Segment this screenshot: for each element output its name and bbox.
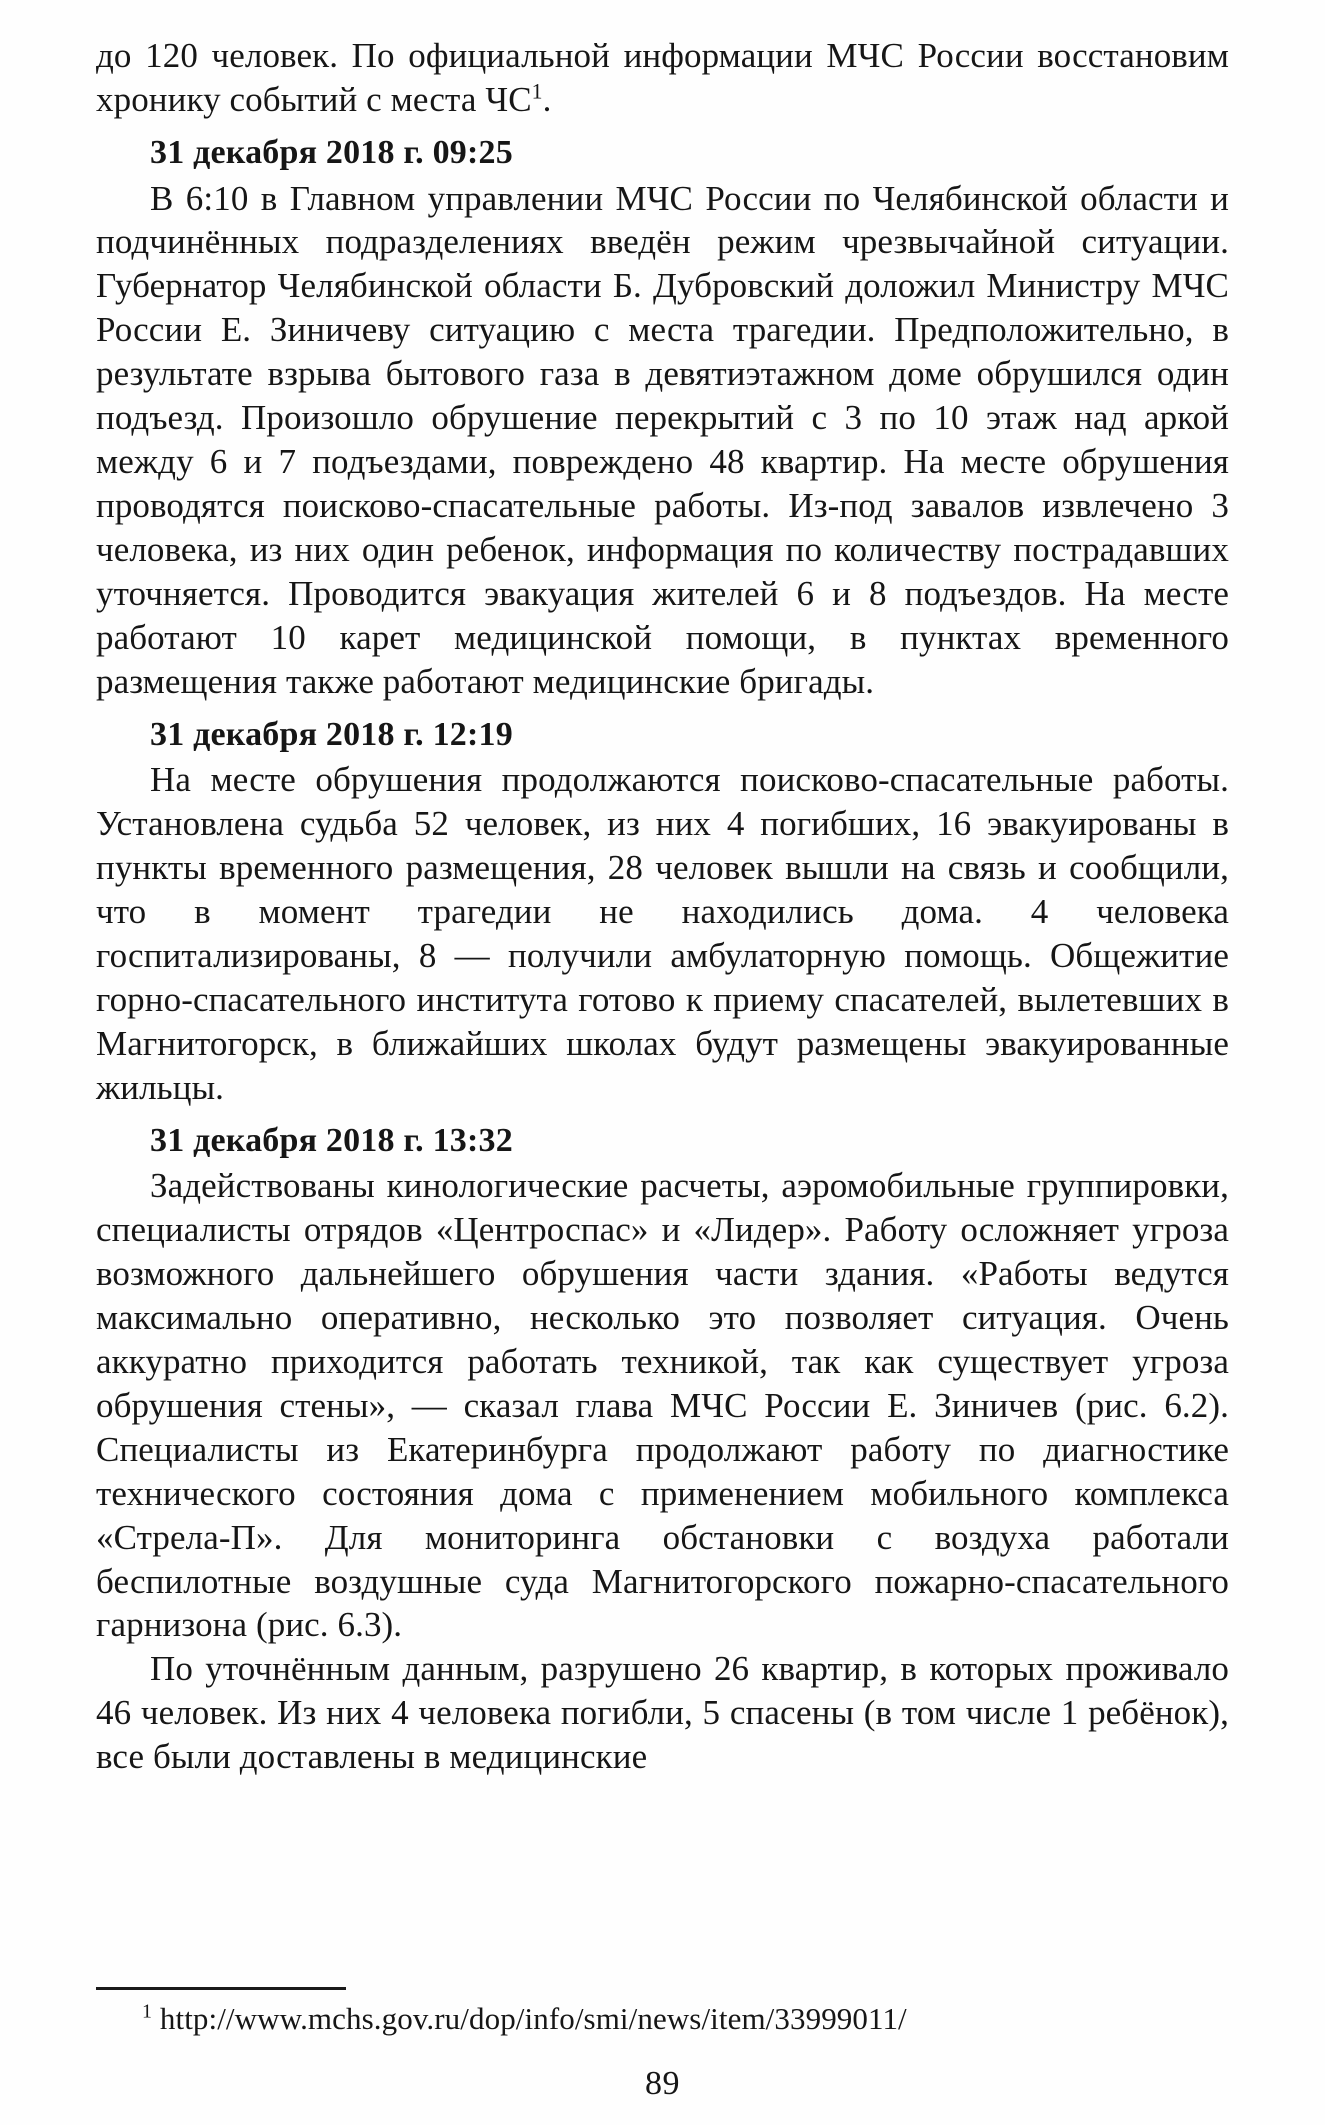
section-heading-2: 31 декабря 2018 г. 12:19 xyxy=(150,715,513,753)
footnote-entry xyxy=(96,2000,1229,2037)
section-paragraph-2-1: На месте обрушения продолжаются поисково-спасательные работы. Установлена судьба 52 человек, из них 4 погибших, 16 эвакуированы в пункты временного размещения, 28 человек вышли на связь и сообщили, что в момент трагедии не находились дома. 4 человека госпитализированы, 8 — получили амбулаторную помощь. Общежитие горно-спасательного института готово к приему спасателей, вылетевших в Магнитогорск, в ближайших школах будут размещены эвакуированные жильцы. xyxy=(96,760,1229,1107)
continuation-paragraph xyxy=(96,34,1229,122)
continuation-text: до 120 человек. По официальной информации МЧС России восстановим хронику событий с места ЧС xyxy=(96,36,1229,119)
section-heading-1: 31 декабря 2018 г. 09:25 xyxy=(150,133,513,171)
footnote-area xyxy=(96,1987,1229,2037)
footnote-reference-marker: 1 xyxy=(531,79,543,104)
continuation-tail: . xyxy=(542,79,552,119)
page-number: 89 xyxy=(645,2065,680,2102)
section-paragraph-3-2: По уточнённым данным, разрушено 26 квартир, в которых проживало 46 человек. Из них 4 человека погибли, 5 спасены (в том числе 1 ребёнок), все были доставлены в медицинские xyxy=(96,1649,1229,1777)
chronicle-section xyxy=(96,714,1229,1110)
section-heading-3: 31 декабря 2018 г. 13:32 xyxy=(150,1121,513,1159)
chronicle-section xyxy=(96,1120,1229,1780)
footnote-number: 1 xyxy=(142,2000,153,2023)
footnote-url: http://www.mchs.gov.ru/dop/info/smi/news/item/33999011/ xyxy=(159,2000,907,2036)
section-paragraph-1-1: В 6:10 в Главном управлении МЧС России по Челябинской области и подчинённых подразделениях введён режим чрезвычайной ситуации. Губернатор Челябинской области Б. Дубровский доложил Министру МЧС России Е. Зиничеву ситуацию с места трагедии. Предположительно, в результате взрыва бытового газа в девятиэтажном доме обрушился один подъезд. Произошло обрушение перекрытий с 3 по 10 этаж над аркой между 6 и 7 подъездами, повреждено 48 квартир. На месте обрушения проводятся поисково-спасательные работы. Из-под завалов извлечено 3 человека, из них один ребенок, информация по количеству пострадавших уточняется. Проводится эвакуация жителей 6 и 8 подъездов. На месте работают 10 карет медицинской помощи, в пунктах временного размещения также работают медицинские бригады. xyxy=(96,178,1229,701)
section-paragraph-3-1: Задействованы кинологические расчеты, аэромобильные группировки, специалисты отрядов «Центроспас» и «Лидер». Работу осложняет угроза возможного дальнейшего обрушения части здания. «Работы ведутся максимально оперативно, несколько это позволяет ситуация. Очень аккуратно приходится работать техникой, так как существует угроза обрушения стены», — сказал глава МЧС России Е. Зиничев (рис. 6.2). Специалисты из Екатеринбурга продолжают работу по диагностике технического состояния дома с применением мобильного комплекса «Стрела-П». Для мониторинга обстановки с воздуха работали беспилотные воздушные суда Магнитогорского пожарно-спасательного гарнизона (рис. 6.3). xyxy=(96,1166,1229,1645)
chronicle-section xyxy=(96,132,1229,704)
page-body xyxy=(96,34,1229,1779)
footnote-separator-rule xyxy=(96,1987,346,1990)
